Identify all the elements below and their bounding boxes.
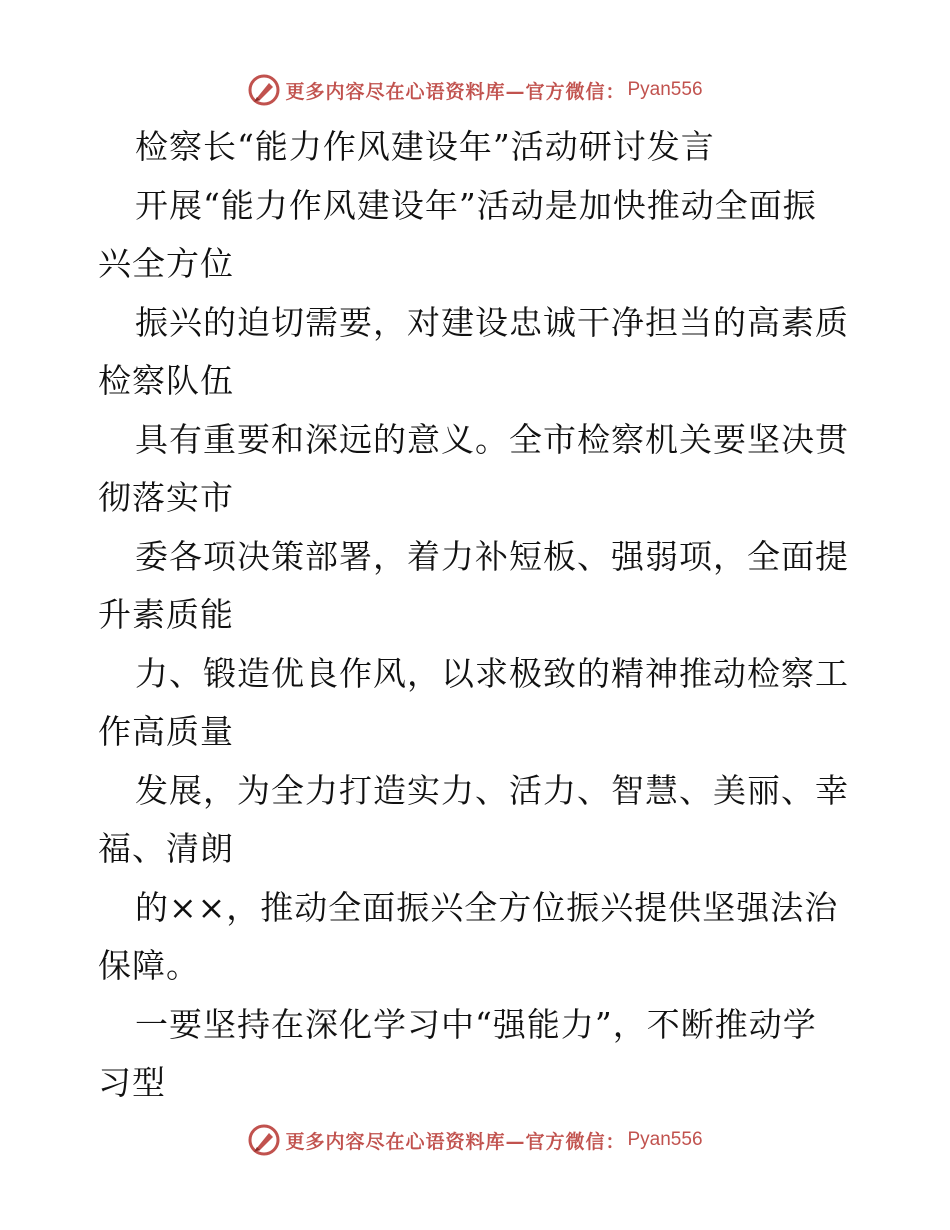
document-body	[98, 118, 858, 1113]
document-title: 检察长“能力作风建设年”活动研讨发言	[135, 127, 715, 166]
text-line: 升素质能	[98, 595, 234, 634]
text-line: 发展，为全力打造实力、活力、智慧、美丽、幸	[135, 770, 849, 810]
text-line: 检察队伍	[98, 361, 234, 400]
banner-wechat-id: Pyan556	[627, 79, 703, 100]
text-line: 振兴的迫切需要，对建设忠诚干净担当的高素质	[135, 302, 849, 342]
text-line: 作高质量	[98, 712, 234, 751]
banner-text: 更多内容尽在心语资料库—官方微信：	[285, 1130, 626, 1153]
text-line: 福、清朗	[98, 829, 234, 868]
text-line: 一要坚持在深化学习中“强能力”，不断推动学	[135, 1004, 817, 1044]
text-line: 兴全方位	[98, 244, 234, 283]
text-line: 彻落实市	[98, 478, 234, 517]
footer-banner	[0, 1120, 950, 1160]
banner-text: 更多内容尽在心语资料库—官方微信：	[285, 80, 626, 103]
pen-nib-logo-icon	[247, 73, 281, 107]
text-line: 的××，推动全面振兴全方位振兴提供坚强法治	[135, 887, 839, 927]
text-line: 力、锻造优良作风，以求极致的精神推动检察工	[135, 653, 849, 693]
header-banner	[0, 70, 950, 110]
text-line: 具有重要和深远的意义。全市检察机关要坚决贯	[135, 419, 849, 459]
text-line: 开展“能力作风建设年”活动是加快推动全面振	[135, 185, 817, 225]
text-line: 习型	[98, 1063, 166, 1102]
text-line: 保障。	[98, 946, 200, 985]
text-line: 委各项决策部署，着力补短板、强弱项，全面提	[135, 536, 849, 576]
pen-nib-logo-icon	[247, 1123, 281, 1157]
banner-wechat-id: Pyan556	[627, 1129, 703, 1150]
